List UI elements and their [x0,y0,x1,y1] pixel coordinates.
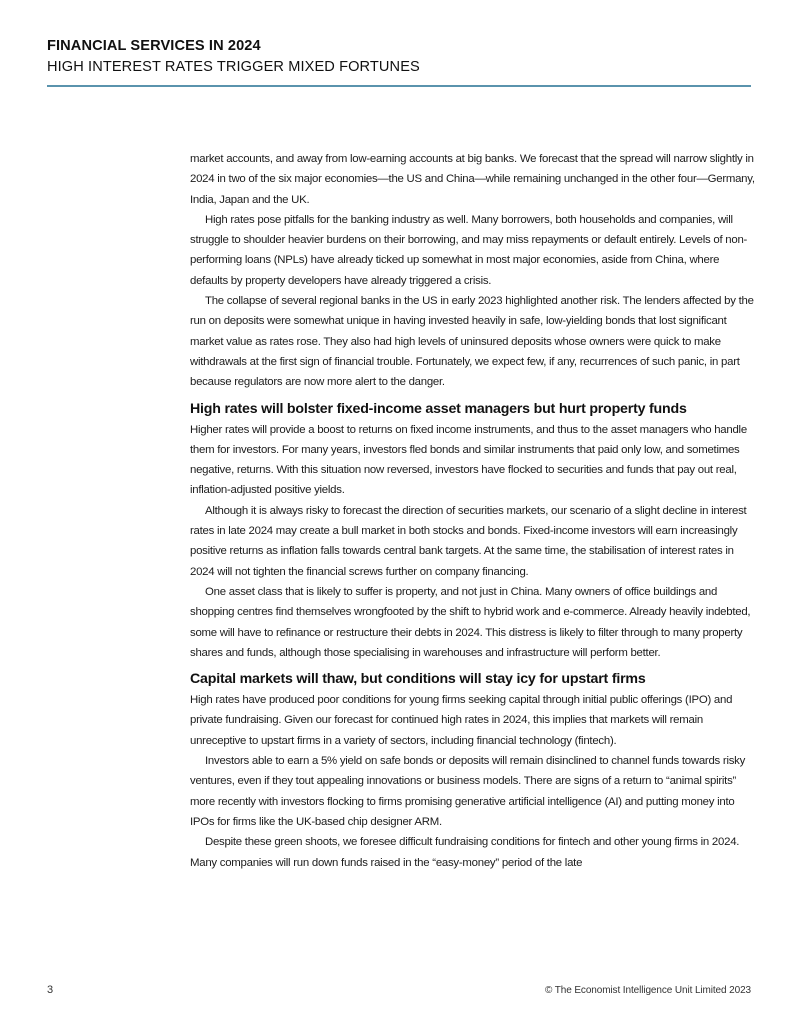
header-subtitle: HIGH INTEREST RATES TRIGGER MIXED FORTUNES [47,59,420,75]
header-title: FINANCIAL SERVICES IN 2024 [47,38,261,54]
body-paragraph: Higher rates will provide a boost to returns on fixed income instruments, and thus to the asset managers who handle them for investors. For many years, investors fled bonds and similar instruments that paid only low, and sometimes negative, returns. With this situation now reversed, investors have flocked to securities and funds that pay out real, inflation-adjusted positive yields. [190,423,747,497]
header-divider [47,85,751,87]
body-paragraph: The collapse of several regional banks in the US in early 2023 highlighted another risk. The lenders affected by the run on deposits were somewhat unique in having invested heavily in safe, low-yielding bonds that lost significant market value as rates rose. They also had high levels of uninsured deposits whose owners were quick to make withdrawals at the first sign of financial trouble. Fortunately, we expect few, if any, recurrences of such panic, in part because regulators are now more alert to the danger. [190,295,754,389]
body-paragraph: market accounts, and away from low-earning accounts at big banks. We forecast that the spread will narrow slightly in 2024 in two of the six major economies—the US and China—while remaining unchanged in the other four—Germany, India, Japan and the UK. [190,153,755,206]
body-paragraph: Despite these green shoots, we foresee difficult fundraising conditions for fintech and other young firms in 2024. Many companies will run down funds raised in the “easy-money” period of the late [190,836,740,869]
body-paragraph: Investors able to earn a 5% yield on safe bonds or deposits will remain disinclined to channel funds towards risky ventures, even if they tout appealing innovations or business models. There are signs of a return to “animal spirits” more recently with investors flocking to firms promising generative artificial intelligence (AI) and putting money into IPOs for firms like the UK-based chip designer ARM. [190,755,746,828]
article-body [190,149,756,873]
body-paragraph: One asset class that is likely to suffer is property, and not just in China. Many owners of office buildings and shopping centres find themselves wrongfooted by the shift to hybrid work and e-commerce. Already heavily indebted, some will have to refinance or restructure their debts in 2024. This distress is likely to filter through to many property shares and funds, although those specialising in warehouses and infrastructure will perform better. [190,585,751,659]
copyright-notice: © The Economist Intelligence Unit Limited 2023 [544,985,751,996]
section-heading-capital-markets: Capital markets will thaw, but conditions will stay icy for upstart firms [190,671,646,688]
page-header [47,37,751,78]
page-number: 3 [47,984,54,996]
body-paragraph: High rates pose pitfalls for the banking industry as well. Many borrowers, both households and companies, will struggle to shoulder heavier burdens on their borrowing, and may miss repayments or default entirely. Levels of non-performing loans (NPLs) have already ticked up somewhat in most major economies, aside from China, where defaults by property developers have already triggered a crisis. [190,213,748,287]
body-paragraph: Although it is always risky to forecast the direction of securities markets, our scenario of a slight decline in interest rates in late 2024 may create a bull market in both stocks and bonds. Fixed-income investors will earn increasingly positive returns as inflation falls towards central bank targets. At the same time, the stabilisation of interest rates in 2024 will not tighten the financial screws further on company financing. [190,504,747,578]
section-heading-asset-managers: High rates will bolster fixed-income asset managers but hurt property funds [190,400,687,417]
body-paragraph: High rates have produced poor conditions for young firms seeking capital through initial public offerings (IPO) and private fundraising. Given our forecast for continued high rates in 2024, this implies that markets will remain unreceptive to upstart firms in a variety of sectors, including financial technology (fintech). [190,694,733,747]
